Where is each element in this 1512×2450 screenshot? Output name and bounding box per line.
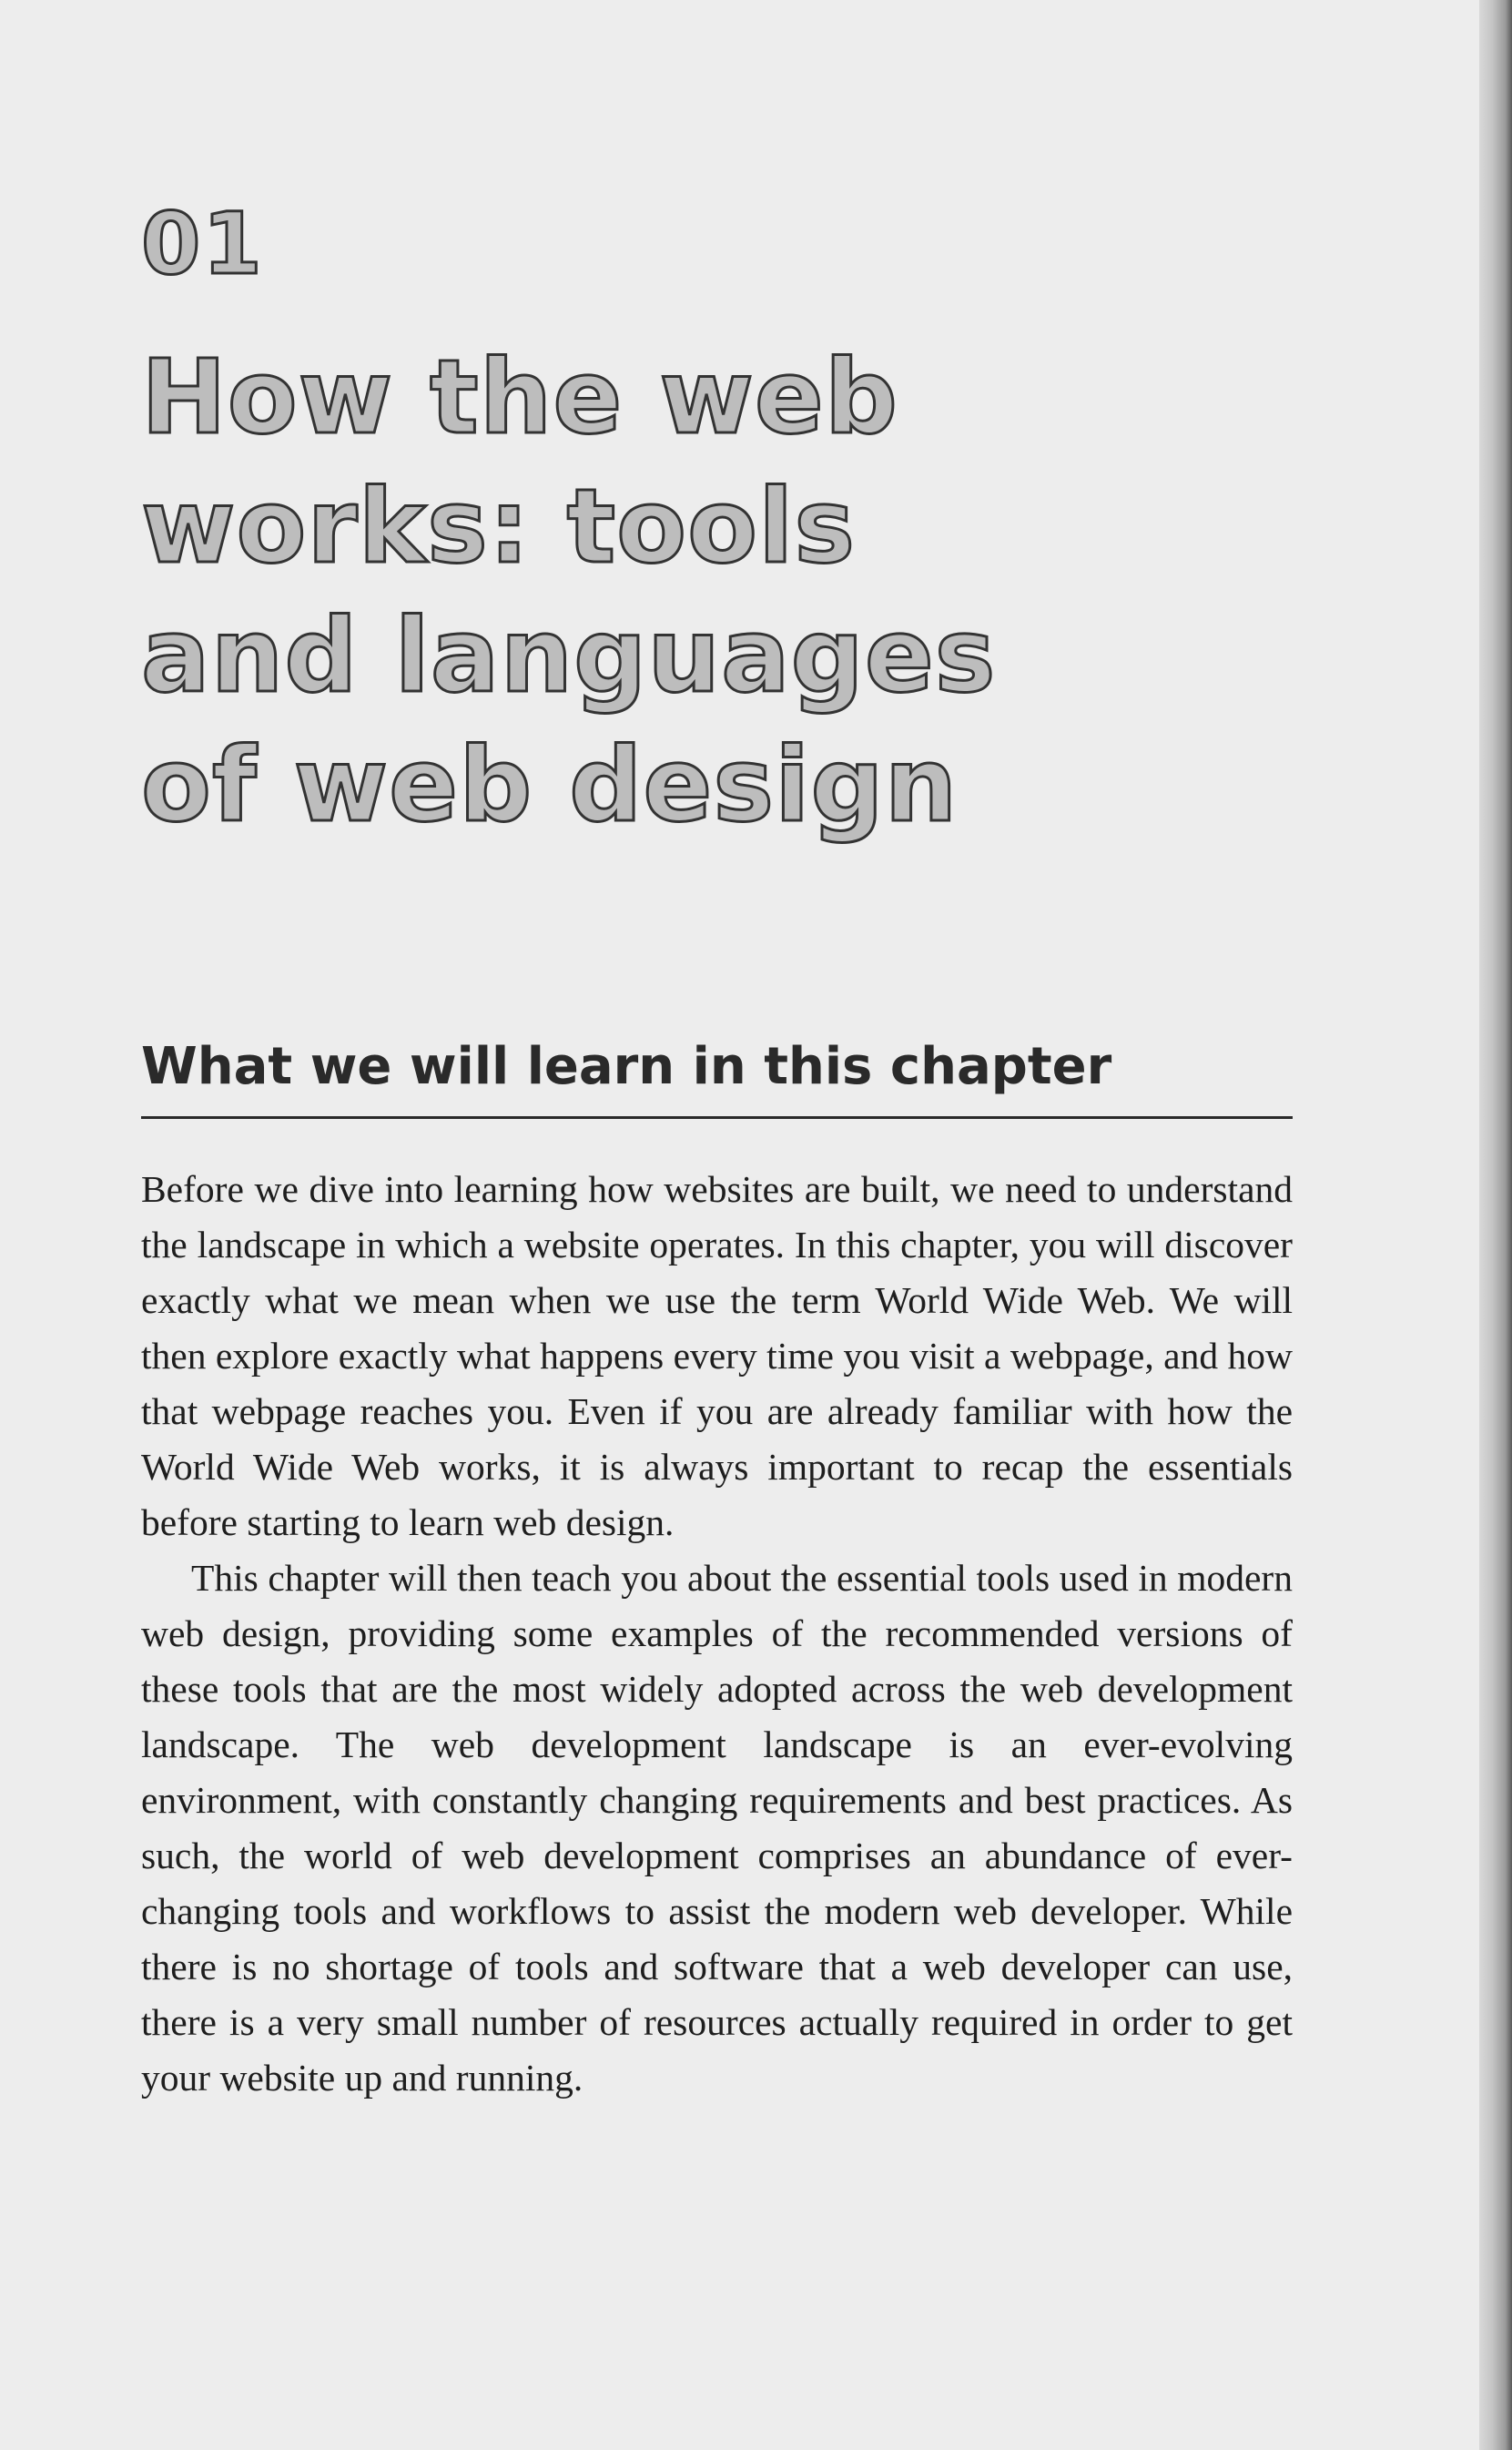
page-edge-shadow bbox=[1479, 0, 1512, 2450]
section-divider bbox=[141, 1116, 1293, 1119]
paragraph: This chapter will then teach you about the essential tools used in modern web design, providing some examples of the recommended versions of these tools that are the most widely adopted across the web development landscape. The web development landscape is an ever-evolving environment, with constantly changing requirements and best practices. As such, the world of web development comprises an abundance of ever-changing tools and workflows to assist the modern web developer. While there is no shortage of tools and software that a web developer can use, there is a very small number of resources actually required in order to get your website up and running. bbox=[141, 1557, 1293, 2099]
section-heading: What we will learn in this chapter bbox=[141, 1037, 1112, 1096]
chapter-number: 01 bbox=[141, 195, 264, 294]
paragraph: Before we dive into learning how websites are built, we need to understand the landscape in which a website operates. In this chapter, you will discover exactly what we mean when we use the term World Wide Web. We will then explore exactly what happens every time you visit a webpage, and how that webpage reaches you. Even if you are already familiar with how the World Wide Web works, it is always important to recap the essentials before starting to learn web design. bbox=[141, 1168, 1293, 1543]
body-text bbox=[141, 1162, 1293, 2106]
chapter-title: How the web works: tools and languages of web design bbox=[141, 339, 997, 845]
